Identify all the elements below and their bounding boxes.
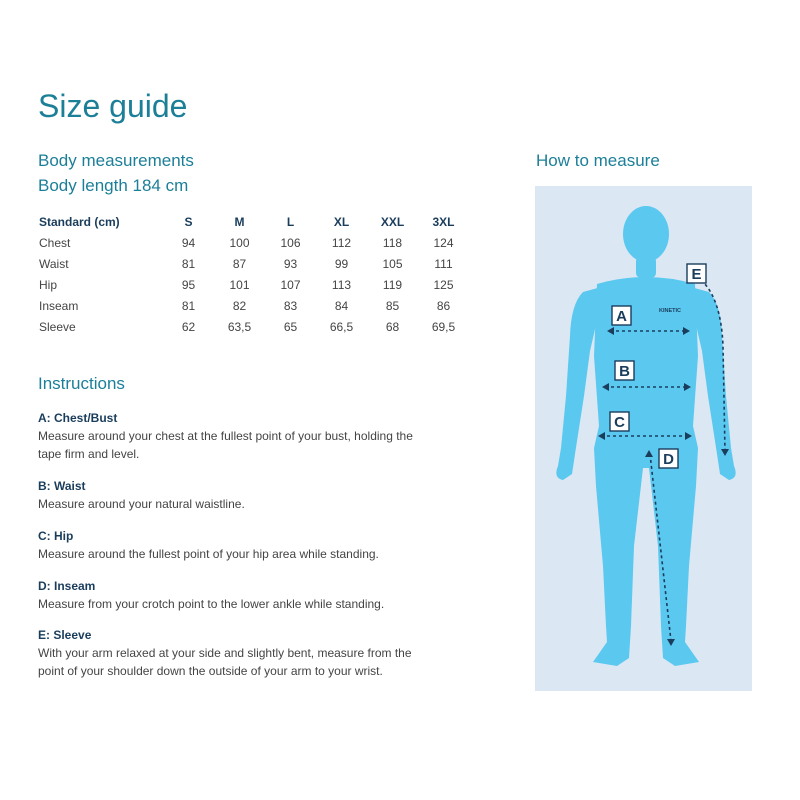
table-cell: 82 (232, 298, 247, 313)
table-cell: 125 (433, 277, 454, 292)
table-cell: 124 (433, 235, 454, 250)
instruction-inseam (38, 577, 438, 613)
row-label: Sleeve (39, 319, 76, 334)
table-cell: 81 (181, 256, 196, 271)
how-to-measure-figure (535, 186, 752, 691)
header-size-l: L (286, 214, 295, 229)
instruction-sleeve (38, 626, 438, 680)
body-figure-svg (535, 186, 752, 691)
table-cell: 65 (283, 319, 298, 334)
table-cell: 94 (181, 235, 196, 250)
table-cell: 87 (232, 256, 247, 271)
table-cell: 63,5 (227, 319, 252, 334)
table-cell: 111 (434, 256, 453, 271)
header-size-3xl: 3XL (432, 214, 455, 229)
instructions-heading: Instructions (38, 374, 125, 393)
body-length-text: Body length 184 cm (38, 176, 189, 195)
body-measurements-heading: Body measurements (38, 151, 194, 170)
instruction-chest (38, 409, 438, 463)
table-cell: 66,5 (329, 319, 354, 334)
header-size-xxl: XXL (380, 214, 405, 229)
table-row-hip (36, 274, 469, 295)
instruction-label: B: Waist (38, 479, 86, 493)
table-cell: 85 (385, 298, 400, 313)
instruction-waist (38, 477, 438, 513)
instruction-label: A: Chest/Bust (38, 411, 118, 425)
row-label: Inseam (39, 298, 79, 313)
table-cell: 106 (280, 235, 301, 250)
header-size-xl: XL (333, 214, 350, 229)
table-cell: 83 (283, 298, 298, 313)
instruction-hip (38, 527, 438, 563)
marker-d: D (663, 451, 674, 468)
row-label: Hip (39, 277, 58, 292)
size-table-header-row (36, 211, 469, 232)
table-cell: 101 (229, 277, 250, 292)
size-table (36, 211, 469, 337)
table-cell: 95 (181, 277, 196, 292)
instruction-desc: Measure around your chest at the fullest point of your bust, holding the tape firm and level. (38, 429, 413, 461)
table-cell: 100 (229, 235, 250, 250)
instruction-desc: Measure around your natural waistline. (38, 497, 245, 511)
instruction-desc: Measure from your crotch point to the lower ankle while standing. (38, 597, 385, 611)
marker-a: A (616, 308, 627, 325)
table-cell: 112 (331, 235, 352, 250)
table-cell: 93 (283, 256, 298, 271)
instruction-label: C: Hip (38, 529, 74, 543)
row-label: Waist (39, 256, 69, 271)
instruction-desc: Measure around the fullest point of your hip area while standing. (38, 547, 379, 561)
table-row-chest (36, 232, 469, 253)
chest-logo: KINETIC (659, 308, 681, 314)
marker-c: C (614, 414, 625, 431)
table-row-inseam (36, 295, 469, 316)
table-row-waist (36, 253, 469, 274)
table-cell: 99 (334, 256, 349, 271)
table-cell: 107 (280, 277, 301, 292)
table-cell: 81 (181, 298, 196, 313)
header-size-m: M (234, 214, 245, 229)
table-cell: 68 (385, 319, 400, 334)
page-title: Size guide (38, 88, 188, 124)
marker-b: B (619, 363, 630, 380)
marker-e: E (691, 266, 702, 283)
table-cell: 118 (382, 235, 403, 250)
row-label: Chest (39, 235, 71, 250)
table-cell: 69,5 (431, 319, 456, 334)
table-cell: 113 (331, 277, 352, 292)
instruction-label: E: Sleeve (38, 628, 92, 642)
instruction-label: D: Inseam (38, 579, 96, 593)
table-cell: 84 (334, 298, 349, 313)
how-to-measure-heading: How to measure (536, 151, 660, 170)
header-standard: Standard (cm) (39, 214, 120, 229)
table-cell: 105 (382, 256, 403, 271)
table-cell: 62 (181, 319, 196, 334)
instruction-desc: With your arm relaxed at your side and slightly bent, measure from the point of your shoulder down the outside of your arm to your wrist. (38, 646, 412, 678)
table-row-sleeve (36, 316, 469, 337)
table-cell: 119 (382, 277, 403, 292)
header-size-s: S (184, 214, 193, 229)
table-cell: 86 (436, 298, 451, 313)
